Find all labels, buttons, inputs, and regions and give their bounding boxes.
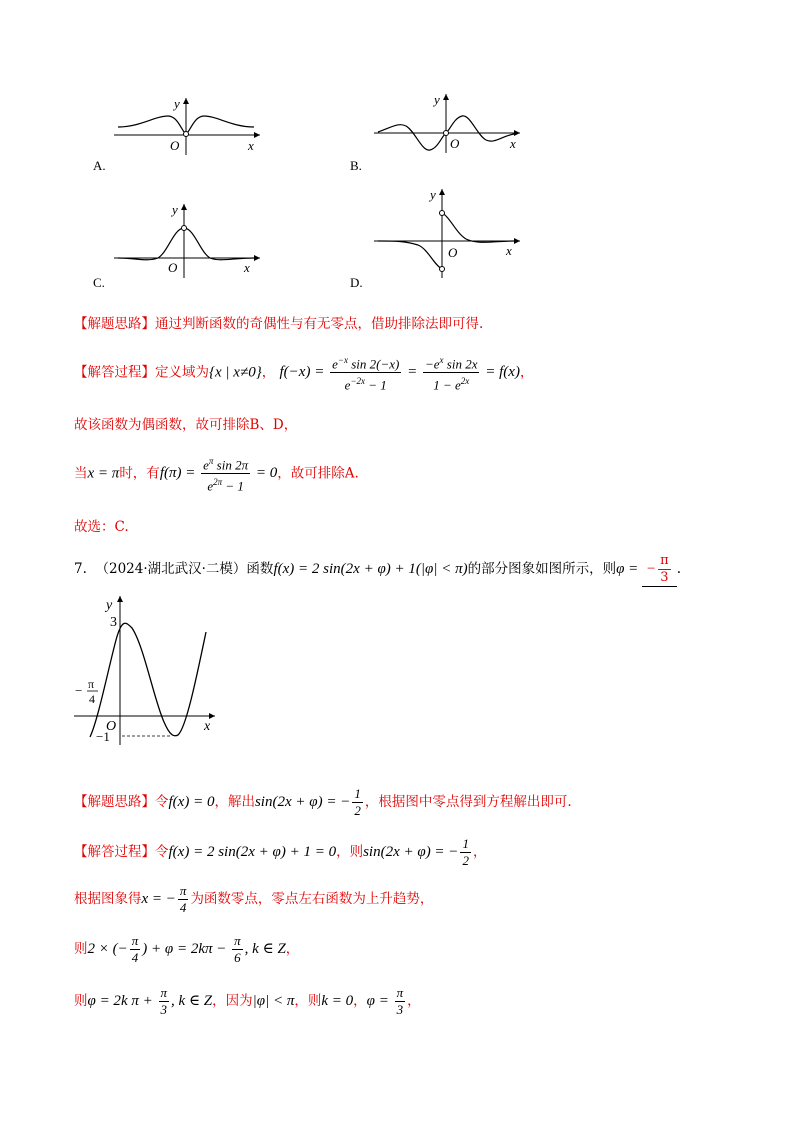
solution-1-line-3: 当x = π时，有f(π) = $\frac{e^\pi \sin 2\pi}{e^{2\pi} - 1}$ = 0，故可排除A. — [74, 453, 359, 495]
analysis-2: 【解题思路】令f(x) = 0，解出sin(2x + φ) = − $\frac{1}{2}$ ，根据图中零点得到方程解出即可. — [74, 786, 572, 818]
hole-c — [182, 226, 187, 231]
analysis-1-text: 通过判断函数的奇偶性与有无零点，借助排除法即可得. — [155, 316, 484, 332]
question-number: 7. — [74, 561, 87, 577]
x-axis-arrow — [514, 238, 520, 244]
hole-d-bottom — [440, 267, 445, 272]
y-axis-arrow — [439, 189, 445, 195]
y-label: y — [174, 96, 180, 111]
hole-d-top — [440, 211, 445, 216]
parity-formula: f(−x) = $\frac{e^{-x} \sin 2(-x)}{e^{-2x} - 1}$ = $\frac{-e^x \sin 2x}{1 - e^{2x}}$ = f(x) — [280, 364, 520, 380]
hole-b — [444, 131, 449, 136]
curve-d-right — [442, 213, 514, 242]
y-label: y — [434, 92, 440, 107]
four-label: 4 — [89, 692, 95, 706]
y-max-label: 3 — [110, 615, 117, 630]
hole-a — [184, 132, 189, 137]
solution-2-line-3: 则2 × (− $\frac{\pi}{4}$ ) + φ = 2kπ − $\frac{\pi}{6}$ , k ∈ Z， — [74, 933, 300, 965]
y-axis-arrow — [181, 204, 187, 210]
y-axis-arrow — [443, 94, 449, 100]
option-c-graph — [110, 198, 270, 283]
option-c-label: C. — [93, 275, 105, 290]
x-label: x — [248, 138, 254, 153]
y-label: y — [430, 187, 436, 202]
curve-c — [118, 228, 254, 260]
option-b-label: B. — [350, 158, 362, 173]
y-min-label: −1 — [96, 729, 110, 744]
solution-1-line-4: 故选：C. — [74, 519, 129, 535]
option-d-graph — [370, 183, 530, 283]
solution-2-line-4: 则φ = 2k π + $\frac{\pi}{3}$ , k ∈ Z，因为|φ| < π，则k = 0，φ = $\frac{\pi}{3}$ ， — [74, 985, 421, 1017]
x-label: x — [510, 136, 516, 151]
x-axis-arrow — [254, 255, 260, 261]
origin-label: O — [168, 260, 178, 275]
origin-label: O — [450, 136, 460, 151]
origin-label: O — [448, 245, 458, 260]
solution-2-line-2: 根据图象得x = − $\frac{\pi}{4}$ 为函数零点，零点左右函数为上升趋势， — [74, 883, 434, 915]
curve-d-left — [378, 241, 442, 269]
origin-label: O — [106, 719, 117, 734]
solution-2-line-1: 【解答过程】令f(x) = 2 sin(2x + φ) + 1 = 0，则sin(2x + φ) = − $\frac{1}{2}$ ， — [74, 836, 487, 868]
pi-label: π — [88, 677, 95, 691]
solution-1-line-1: 【解答过程】定义域为{x | x≠0}， f(−x) = $\frac{e^{-x} \sin 2(-x)}{e^{-2x} - 1}$ = $\frac{-e^x \sin 2x}{1 - e^{2x}}$ = f(x)， — [74, 352, 533, 394]
x-axis-arrow — [254, 132, 260, 138]
answer-blank: − $\frac{\pi}{3}$ — [642, 553, 677, 587]
x-label: x — [506, 243, 512, 258]
solution-1-line-2: 故该函数为偶函数，故可排除B、D， — [74, 417, 298, 433]
option-a-label: A. — [93, 158, 106, 173]
option-b-graph — [370, 88, 530, 158]
option-a-graph — [110, 90, 270, 160]
origin-label: O — [170, 138, 180, 153]
y-axis-arrow — [117, 596, 123, 602]
domain-set: {x | x≠0} — [209, 364, 262, 381]
question-7-graph — [70, 590, 230, 755]
solution-1-tag: 【解答过程】 — [74, 364, 155, 381]
analysis-1-tag: 【解题思路】 — [74, 316, 155, 332]
question-7: 7. （2024·湖北武汉·二模）函数f(x) = 2 sin(2x + φ) + 1(|φ| < π)的部分图象如图所示，则φ = − $\frac{\pi}{3}$ . — [74, 553, 681, 585]
y-axis-arrow — [183, 98, 189, 104]
x-label: x — [244, 260, 250, 275]
y-label: y — [106, 598, 113, 613]
y-label: y — [172, 202, 178, 217]
x-label: x — [204, 719, 211, 734]
function-def: f(x) = 2 sin(2x + φ) + 1(|φ| < π) — [273, 561, 468, 577]
neg-sign: − — [75, 683, 83, 698]
option-d-label: D. — [350, 275, 363, 290]
analysis-1 — [74, 312, 483, 332]
